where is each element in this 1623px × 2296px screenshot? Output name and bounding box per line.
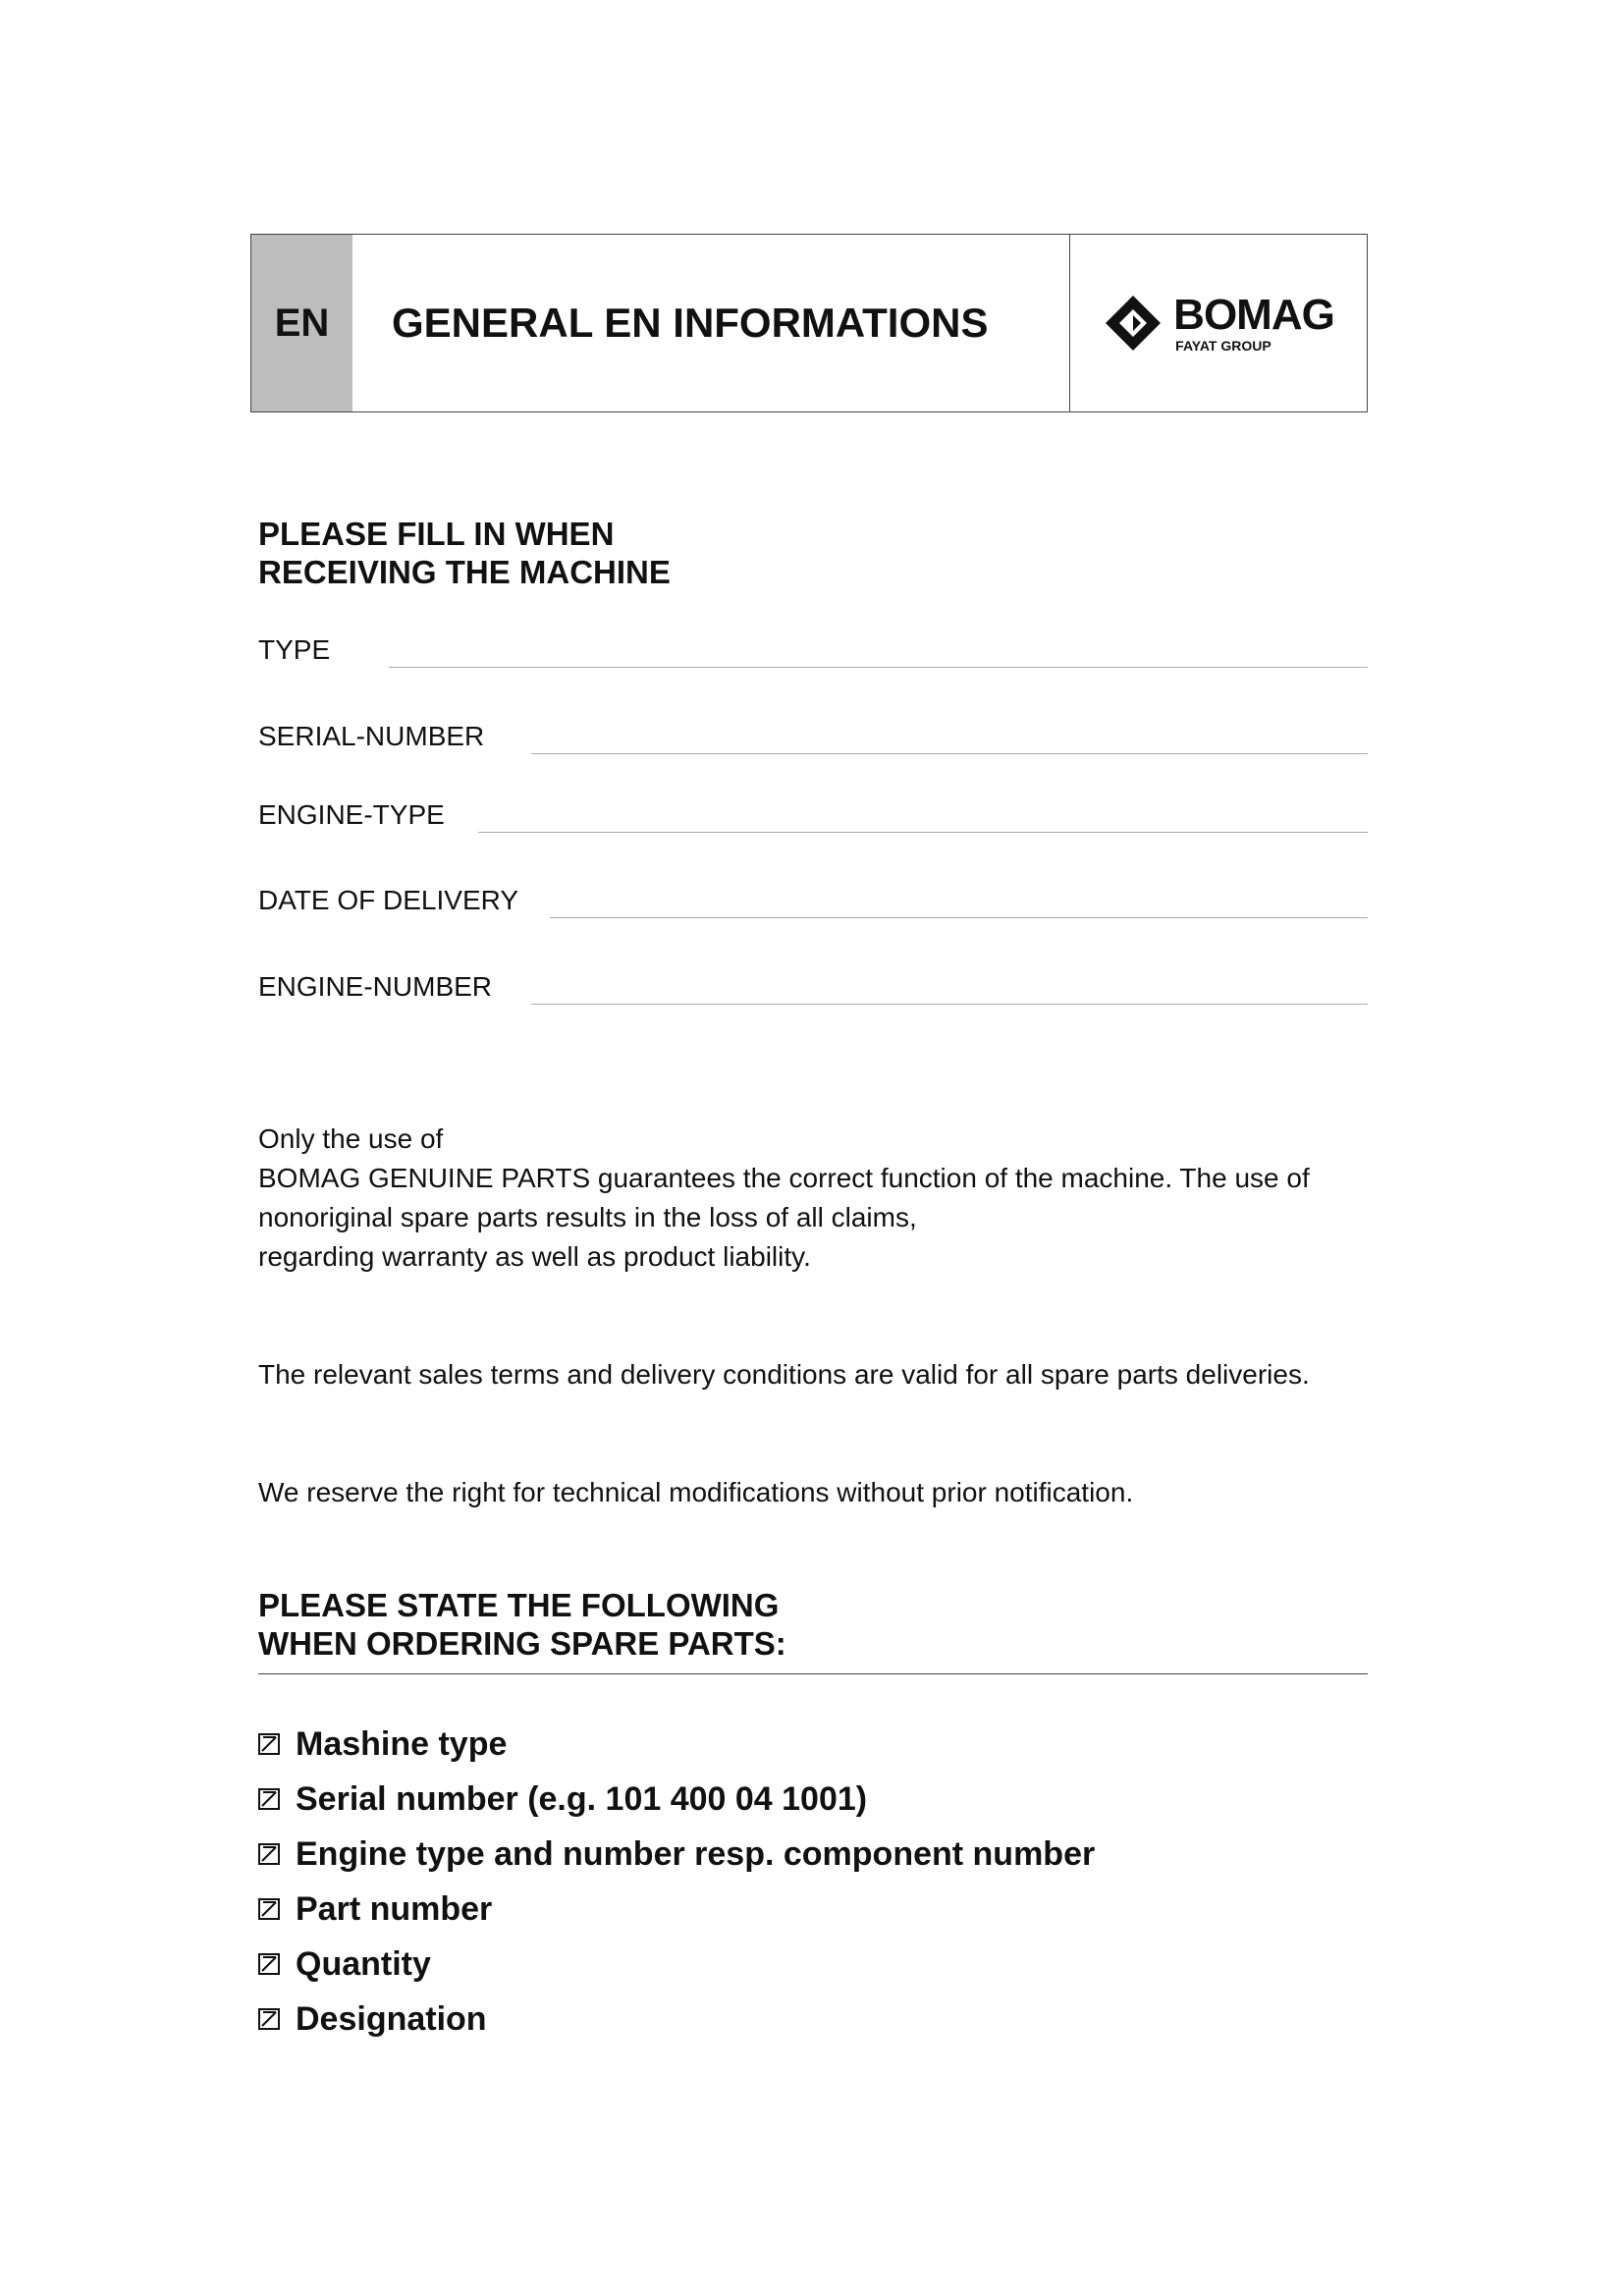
- sales-terms-notice: The relevant sales terms and delivery conditions are valid for all spare parts deliveries.: [258, 1359, 1310, 1390]
- checklist-item-label: Part number: [296, 1889, 493, 1928]
- genuine-parts-line: nonoriginal spare parts results in the loss of all claims,: [258, 1202, 917, 1232]
- receive-section-heading: [258, 515, 671, 591]
- checkbox-icon: [258, 1843, 280, 1865]
- checklist-item-label: Engine type and number resp. component number: [296, 1834, 1096, 1873]
- order-section-divider: [258, 1673, 1368, 1674]
- field-serial-number-label: SERIAL-NUMBER: [258, 721, 485, 751]
- genuine-parts-line: BOMAG GENUINE PARTS guarantees the correct function of the machine. The use of: [258, 1163, 1310, 1193]
- list-item: [258, 1772, 1095, 1827]
- field-date-of-delivery-line[interactable]: [550, 916, 1368, 918]
- order-heading-line2: WHEN ORDERING SPARE PARTS:: [258, 1625, 786, 1662]
- genuine-parts-notice: [258, 1120, 1368, 1277]
- field-date-of-delivery[interactable]: [258, 885, 1368, 916]
- checklist-item-label: Quantity: [296, 1944, 431, 1983]
- order-section-heading: [258, 1586, 786, 1663]
- list-item: [258, 1937, 1095, 1992]
- language-code: EN: [251, 235, 352, 411]
- logo-subtitle-text: FAYAT GROUP: [1175, 338, 1271, 354]
- bomag-logo: [1070, 235, 1367, 411]
- checklist-item-label: Serial number (e.g. 101 400 04 1001): [296, 1779, 868, 1818]
- field-engine-type-label: ENGINE-TYPE: [258, 799, 445, 830]
- checkbox-icon: [258, 1898, 280, 1920]
- checkbox-icon: [258, 1733, 280, 1755]
- field-date-of-delivery-label: DATE OF DELIVERY: [258, 885, 519, 915]
- field-engine-number-line[interactable]: [531, 1003, 1368, 1005]
- list-item: [258, 1992, 1095, 2047]
- logo-brand-text: BOMAG: [1173, 291, 1334, 339]
- field-engine-number[interactable]: [258, 971, 1368, 1003]
- field-serial-number-line[interactable]: [531, 752, 1368, 754]
- document-header: [250, 234, 1368, 412]
- field-serial-number[interactable]: [258, 721, 1368, 752]
- field-type-label: TYPE: [258, 634, 331, 665]
- checklist-item-label: Designation: [296, 1999, 487, 2038]
- checklist-item-label: Mashine type: [296, 1724, 508, 1763]
- receive-heading-line1: PLEASE FILL IN WHEN: [258, 516, 615, 552]
- field-type-line[interactable]: [389, 666, 1368, 668]
- order-checklist: [258, 1717, 1095, 2047]
- genuine-parts-line: Only the use of: [258, 1123, 444, 1154]
- field-type[interactable]: [258, 634, 1368, 666]
- checkbox-icon: [258, 1953, 280, 1975]
- field-engine-number-label: ENGINE-NUMBER: [258, 971, 493, 1002]
- bomag-diamond-icon: [1103, 293, 1163, 354]
- list-item: [258, 1827, 1095, 1882]
- field-engine-type-line[interactable]: [478, 831, 1368, 833]
- checkbox-icon: [258, 2008, 280, 2030]
- modifications-notice: We reserve the right for technical modifications without prior notification.: [258, 1477, 1134, 1507]
- list-item: [258, 1717, 1095, 1772]
- receive-heading-line2: RECEIVING THE MACHINE: [258, 554, 671, 590]
- field-engine-type[interactable]: [258, 799, 1368, 831]
- list-item: [258, 1882, 1095, 1937]
- genuine-parts-line: regarding warranty as well as product liability.: [258, 1241, 811, 1272]
- checkbox-icon: [258, 1788, 280, 1810]
- order-heading-line1: PLEASE STATE THE FOLLOWING: [258, 1587, 780, 1623]
- document-title: GENERAL EN INFORMATIONS: [352, 235, 1070, 411]
